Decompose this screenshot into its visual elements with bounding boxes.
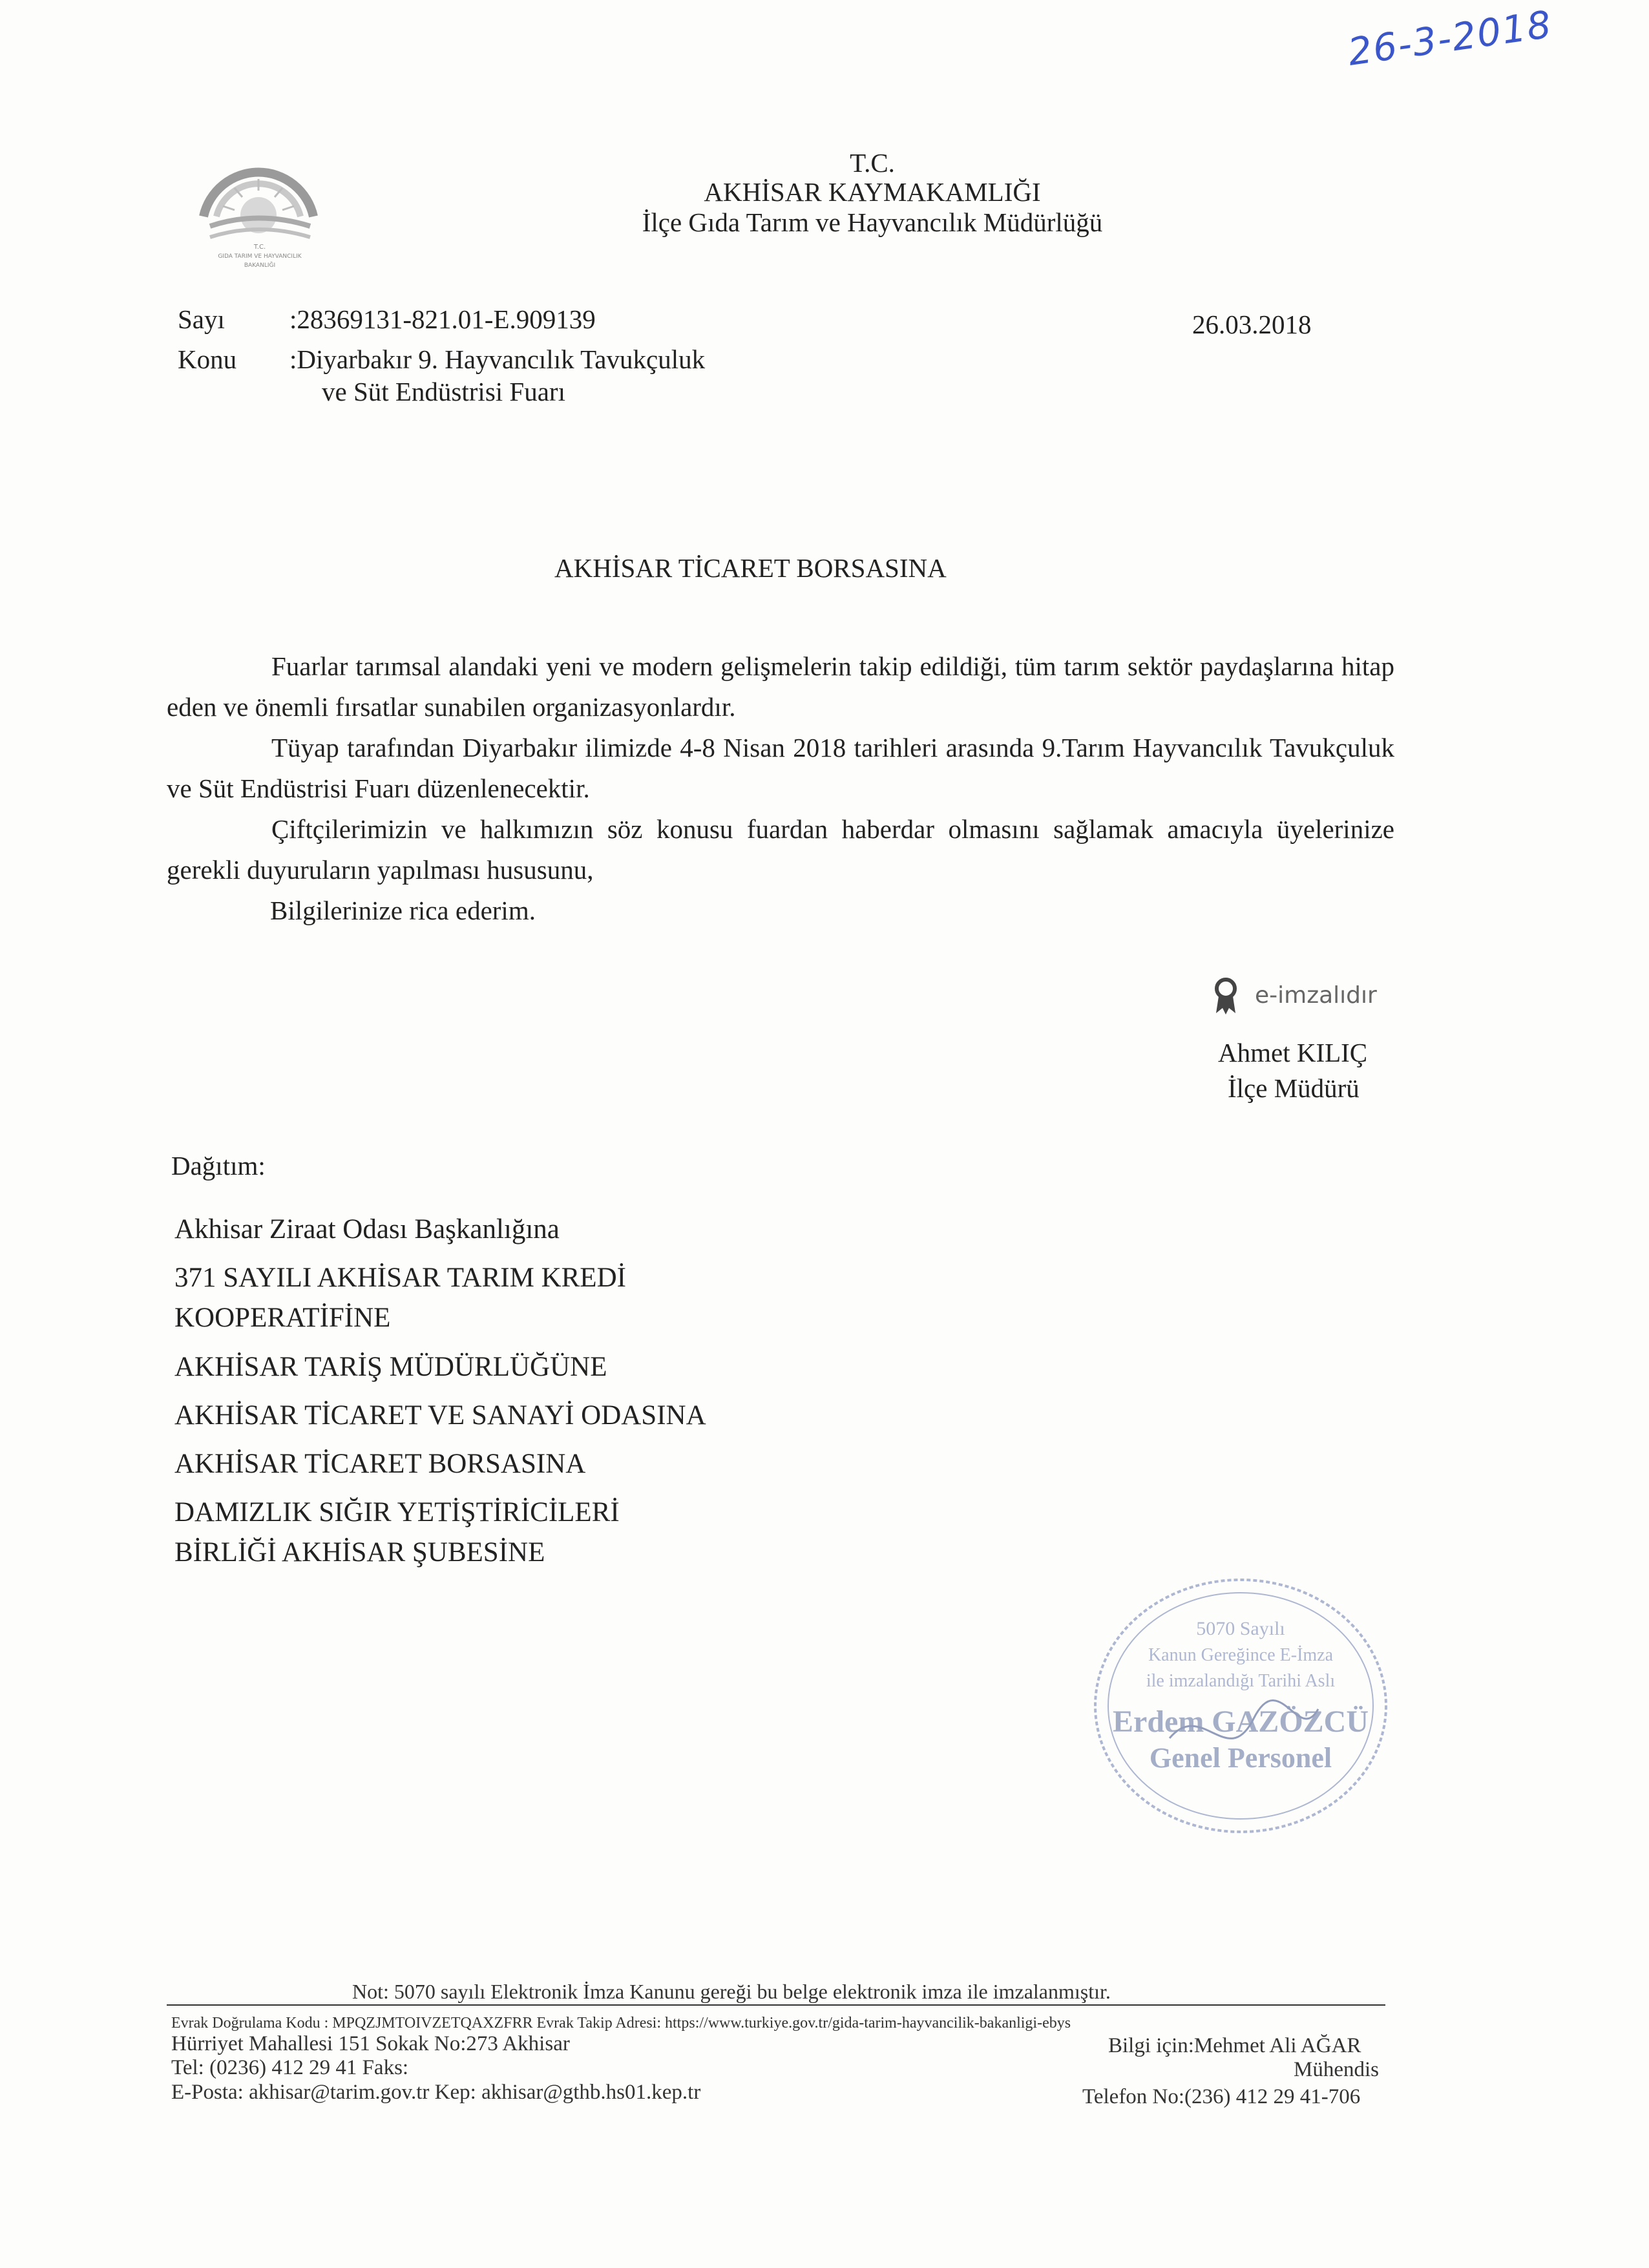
verification-code: Evrak Doğrulama Kodu : MPQZJMTOIVZETQAXZFRR Evrak Takip Adresi: https://www.turkiye.gov.tr/gida-tarim-hayvancilik-bakanligi-ebys <box>171 2015 1071 2032</box>
ribbon-icon <box>1213 977 1238 1016</box>
footer-tel: Tel: (0236) 412 29 41 Faks: <box>171 2056 409 2079</box>
body-paragraph: Çiftçilerimizin ve halkımızın söz konusu fuardan haberdar olmasını sağlamak amacıyla üyelerinize gerekli duyuruların yapılması hususunu, <box>167 814 1394 885</box>
svg-text:T.C.: T.C. <box>253 244 266 251</box>
footer-role: Mühendis <box>1294 2058 1379 2081</box>
konu-value-line1: :Diyarbakır 9. Hayvancılık Tavukçuluk <box>289 344 706 374</box>
approval-stamp <box>1086 1570 1396 1842</box>
handwritten-date: 26-3-2018 <box>1345 2 1555 74</box>
signer-title: İlçe Müdürü <box>1228 1073 1360 1103</box>
svg-text:Kanun Gereğince E-İmza: Kanun Gereğince E-İmza <box>1148 1645 1334 1665</box>
svg-text:Erdem GAZÖZCÜ: Erdem GAZÖZCÜ <box>1113 1705 1369 1739</box>
recipient: AKHİSAR TİCARET BORSASINA <box>554 553 947 583</box>
letter-body <box>167 646 1394 931</box>
konu-label: Konu <box>178 344 237 374</box>
footer-info-contact: Bilgi için:Mehmet Ali AĞAR <box>1108 2034 1361 2057</box>
svg-text:Genel Personel: Genel Personel <box>1149 1742 1332 1774</box>
ministry-logo <box>184 145 336 275</box>
svg-text:ile imzalandığı Tarihi Aslı: ile imzalandığı Tarihi Aslı <box>1146 1671 1336 1691</box>
body-paragraph: Fuarlar tarımsal alandaki yeni ve modern gelişmelerin takip edildiği, tüm tarım sektör paydaşlarına hitap eden ve önemli fırsatlar sunabilen organizasyonlardır. <box>167 651 1394 722</box>
footer-address: Hürriyet Mahallesi 151 Sokak No:273 Akhisar <box>171 2032 570 2055</box>
signer-name: Ahmet KILIÇ <box>1218 1038 1368 1067</box>
footer-note: Not: 5070 sayılı Elektronik İmza Kanunu gereği bu belge elektronik imza ile imzalanmıştır. <box>352 1980 1111 2003</box>
svg-text:5070 Sayılı: 5070 Sayılı <box>1196 1618 1285 1639</box>
e-sign-label: e-imzalıdır <box>1255 982 1377 1009</box>
distribution-item: Akhisar Ziraat Odası Başkanlığına <box>174 1214 560 1244</box>
distribution-label: Dağıtım: <box>171 1151 266 1181</box>
distribution-item: AKHİSAR TARİŞ MÜDÜRLÜĞÜNE <box>174 1352 607 1382</box>
header-mudurluk: İlçe Gıda Tarım ve Hayvancılık Müdürlüğü <box>642 207 1103 237</box>
distribution-item: 371 SAYILI AKHİSAR TARIM KREDİ <box>174 1263 626 1293</box>
sayi-value: :28369131-821.01-E.909139 <box>289 304 596 334</box>
footer-email: E-Posta: akhisar@tarim.gov.tr Kep: akhisar@gthb.hs01.kep.tr <box>171 2081 701 2104</box>
footer-phone: Telefon No:(236) 412 29 41-706 <box>1082 2085 1361 2108</box>
document-date: 26.03.2018 <box>1192 310 1312 339</box>
distribution-item: DAMIZLIK SIĞIR YETİŞTİRİCİLERİ <box>174 1497 620 1528</box>
header-tc: T.C. <box>850 148 895 178</box>
distribution-item: AKHİSAR TİCARET VE SANAYİ ODASINA <box>174 1400 706 1431</box>
footer-divider <box>167 2004 1385 2006</box>
distribution-item: KOOPERATİFİNE <box>174 1303 391 1333</box>
body-closing: Bilgilerinize rica ederim. <box>270 896 536 925</box>
body-paragraph: Tüyap tarafından Diyarbakır ilimizde 4-8 Nisan 2018 tarihleri arasında 9.Tarım Hayvancılık Tavukçuluk ve Süt Endüstrisi Fuarı düzenlenecektir. <box>167 733 1394 803</box>
distribution-item: BİRLİĞİ AKHİSAR ŞUBESİNE <box>174 1537 545 1568</box>
header-kaymakamlik: AKHİSAR KAYMAKAMLIĞI <box>704 177 1041 207</box>
sayi-label: Sayı <box>178 304 225 334</box>
distribution-item: AKHİSAR TİCARET BORSASINA <box>174 1449 586 1479</box>
svg-text:GIDA TARIM VE HAYVANCILIK: GIDA TARIM VE HAYVANCILIK <box>218 253 302 260</box>
svg-text:BAKANLIĞI: BAKANLIĞI <box>244 262 276 269</box>
konu-value-line2: ve Süt Endüstrisi Fuarı <box>322 377 565 406</box>
